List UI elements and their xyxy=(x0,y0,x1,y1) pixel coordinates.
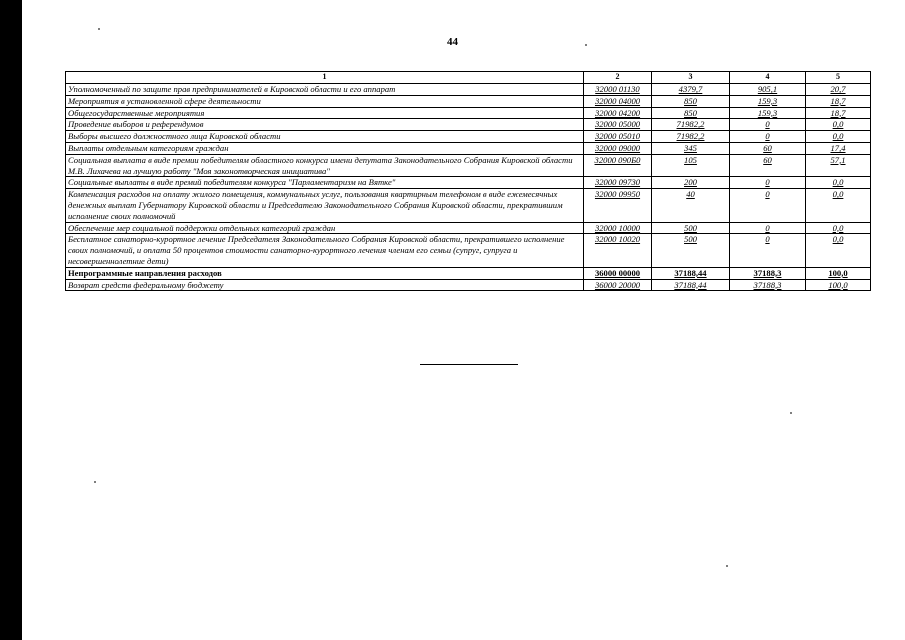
scan-speck xyxy=(585,44,587,46)
row-code-text: 32000 10020 xyxy=(594,234,641,245)
row-value-col3-text: 4379,7 xyxy=(678,84,703,94)
row-code-text: 32000 01130 xyxy=(595,84,640,94)
row-description-text: Уполномоченный по защите прав предпринимателей в Кировской области и его аппарат xyxy=(68,84,396,94)
row-value-col4-text: 159,3 xyxy=(757,107,778,118)
row-value-col4 xyxy=(730,84,806,96)
row-code-text: 32000 04200 xyxy=(594,107,641,118)
row-value-col5-text: 0,0 xyxy=(832,177,844,188)
row-value-col4 xyxy=(730,222,806,234)
row-value-col5 xyxy=(806,177,871,189)
table-row xyxy=(66,154,871,177)
row-value-col4 xyxy=(730,234,806,267)
column-header: 2 xyxy=(584,72,652,84)
row-value-col3 xyxy=(652,107,730,119)
row-code xyxy=(584,189,652,222)
row-description-text: Возврат средств федеральному бюджету xyxy=(68,279,224,290)
row-description-text: Проведение выборов и референдумов xyxy=(68,119,204,130)
row-description-text: Выплаты отдельным категориям граждан xyxy=(68,142,229,153)
row-value-col4-text: 60 xyxy=(763,142,772,153)
row-value-col4 xyxy=(730,95,806,107)
row-value-col5-text: 17,4 xyxy=(830,142,846,153)
row-value-col5 xyxy=(806,267,871,279)
row-value-col3 xyxy=(652,84,730,96)
row-value-col5 xyxy=(806,154,871,177)
row-value-col4-text: 37188,3 xyxy=(753,279,782,290)
row-code xyxy=(584,131,652,143)
row-value-col4 xyxy=(730,154,806,177)
row-description xyxy=(66,107,584,119)
row-description xyxy=(66,95,584,107)
row-description xyxy=(66,142,584,154)
row-value-col3-text: 345 xyxy=(684,142,697,153)
row-value-col3 xyxy=(652,131,730,143)
row-code-text: 32000 05000 xyxy=(594,119,641,130)
row-value-col5 xyxy=(806,189,871,222)
table-row xyxy=(66,234,871,267)
row-code xyxy=(584,267,652,279)
row-code-text: 32000 05010 xyxy=(594,131,641,142)
row-value-col3-text: 200 xyxy=(684,177,697,188)
row-value-col3 xyxy=(652,267,730,279)
row-code-text: 32000 04000 xyxy=(594,95,641,106)
row-value-col3 xyxy=(652,222,730,234)
row-value-col5 xyxy=(806,107,871,119)
row-value-col4 xyxy=(730,107,806,119)
row-code xyxy=(584,279,652,291)
column-header: 4 xyxy=(730,72,806,84)
row-value-col5-text: 57,1 xyxy=(830,154,846,165)
row-value-col3-text: 37188,44 xyxy=(674,279,707,290)
row-code-text: 32000 09730 xyxy=(594,177,641,188)
row-value-col4 xyxy=(730,189,806,222)
row-description xyxy=(66,222,584,234)
row-code xyxy=(584,107,652,119)
scan-speck xyxy=(94,481,96,483)
column-header: 5 xyxy=(806,72,871,84)
row-value-col4-text: 60 xyxy=(763,154,772,165)
row-description-text: Мероприятия в установленной сфере деятельности xyxy=(68,95,261,106)
row-code xyxy=(584,142,652,154)
table-row xyxy=(66,119,871,131)
row-value-col4 xyxy=(730,119,806,131)
row-value-col4-text: 0 xyxy=(765,189,770,200)
table-row xyxy=(66,279,871,291)
row-value-col5 xyxy=(806,84,871,96)
row-code xyxy=(584,95,652,107)
row-value-col5 xyxy=(806,222,871,234)
row-code xyxy=(584,154,652,177)
row-value-col4-text: 0 xyxy=(765,119,770,130)
row-value-col3-text: 850 xyxy=(684,107,697,118)
row-code-text: 32000 09000 xyxy=(594,142,641,153)
column-header: 3 xyxy=(652,72,730,84)
row-value-col3-text: 500 xyxy=(684,234,697,245)
row-value-col5-text: 18,7 xyxy=(830,107,846,118)
row-value-col3 xyxy=(652,189,730,222)
row-value-col5-text: 0,0 xyxy=(832,222,844,233)
row-value-col5 xyxy=(806,119,871,131)
row-value-col3-text: 71982,2 xyxy=(676,131,705,142)
scan-speck xyxy=(790,412,792,414)
row-description xyxy=(66,84,584,96)
row-value-col5-text: 18,7 xyxy=(830,95,846,106)
table-row xyxy=(66,222,871,234)
row-value-col3-text: 105 xyxy=(684,154,697,165)
row-value-col3 xyxy=(652,234,730,267)
budget-table xyxy=(65,71,871,291)
row-value-col4-text: 905,1 xyxy=(757,84,778,94)
table-row xyxy=(66,267,871,279)
row-value-col4-text: 37188,3 xyxy=(753,267,782,278)
row-value-col3 xyxy=(652,279,730,291)
row-description-text: Бесплатное санаторно-курортное лечение Председателя Законодательного Собрания Кировской области, прекратившего исполнение своих полномочий, и оплата 50 процентов стоимости санаторно-курортного лечения членам его семьи (супруг, супруга и несовершеннолетние дети) xyxy=(68,234,565,266)
row-description-text: Социальная выплата в виде премии победителям областного конкурса имени депутата Законодательного Собрания Кировской области М.В. Лихачева на лучшую работу "Моя законотворческая инициатива" xyxy=(68,154,573,176)
row-value-col4-text: 0 xyxy=(765,131,770,142)
row-code xyxy=(584,177,652,189)
row-value-col5 xyxy=(806,142,871,154)
row-value-col5-text: 0,0 xyxy=(832,189,844,200)
row-description-text: Общегосударственные мероприятия xyxy=(68,107,205,118)
row-code xyxy=(584,119,652,131)
row-description-text: Обеспечение мер социальной поддержки отдельных категорий граждан xyxy=(68,222,336,233)
row-value-col3-text: 40 xyxy=(686,189,695,200)
row-value-col3 xyxy=(652,95,730,107)
scan-speck xyxy=(726,565,728,567)
row-value-col5-text: 100,0 xyxy=(828,279,848,290)
separator-line xyxy=(420,364,518,365)
row-value-col4 xyxy=(730,267,806,279)
row-value-col5-text: 0,0 xyxy=(832,119,844,130)
row-value-col4 xyxy=(730,177,806,189)
row-description xyxy=(66,267,584,279)
row-code xyxy=(584,222,652,234)
row-description xyxy=(66,154,584,177)
row-value-col4-text: 0 xyxy=(765,177,770,188)
column-header: 1 xyxy=(66,72,584,84)
row-value-col5 xyxy=(806,234,871,267)
table-row xyxy=(66,177,871,189)
row-value-col5 xyxy=(806,95,871,107)
row-value-col4-text: 159,3 xyxy=(757,95,778,106)
row-value-col5-text: 20,7 xyxy=(830,84,846,94)
table-row xyxy=(66,84,871,96)
row-value-col4 xyxy=(730,142,806,154)
row-description xyxy=(66,131,584,143)
row-description-text: Выборы высшего должностного лица Кировской области xyxy=(68,131,281,142)
row-value-col3 xyxy=(652,119,730,131)
row-value-col4-text: 0 xyxy=(765,234,770,245)
row-value-col3-text: 37188,44 xyxy=(674,267,707,278)
table-row xyxy=(66,142,871,154)
row-value-col5-text: 100,0 xyxy=(828,267,848,278)
row-value-col3 xyxy=(652,142,730,154)
table-row xyxy=(66,131,871,143)
row-description xyxy=(66,119,584,131)
row-description xyxy=(66,177,584,189)
row-code-text: 32000 10000 xyxy=(594,222,641,233)
row-value-col5 xyxy=(806,131,871,143)
table-row xyxy=(66,107,871,119)
scan-left-edge xyxy=(0,0,22,640)
row-code-text: 36000 20000 xyxy=(594,279,641,290)
row-value-col4 xyxy=(730,131,806,143)
row-description-text: Компенсация расходов на оплату жилого помещения, коммунальных услуг, пользования квартирным телефоном в виде ежемесячных денежных выплат Губернатору Кировской области и Председателю Законодательного Собрания Кировской области, прекратившим исполнение своих полномочий xyxy=(68,189,563,221)
row-code-text: 32000 090Б0 xyxy=(594,154,641,165)
row-value-col3-text: 850 xyxy=(684,95,697,106)
page-number: 44 xyxy=(447,36,458,48)
row-code xyxy=(584,84,652,96)
row-value-col3 xyxy=(652,154,730,177)
row-value-col4-text: 0 xyxy=(765,222,770,233)
table-row xyxy=(66,95,871,107)
row-value-col4 xyxy=(730,279,806,291)
table-header-row xyxy=(66,72,871,84)
row-description xyxy=(66,189,584,222)
row-value-col5-text: 0,0 xyxy=(832,131,844,142)
row-code xyxy=(584,234,652,267)
row-value-col3-text: 500 xyxy=(684,222,697,233)
row-code-text: 32000 09950 xyxy=(594,189,641,200)
table-row xyxy=(66,189,871,222)
row-description xyxy=(66,234,584,267)
row-description-text: Непрограммные направления расходов xyxy=(68,267,222,278)
row-value-col3 xyxy=(652,177,730,189)
row-code-text: 36000 00000 xyxy=(594,267,641,278)
scan-speck xyxy=(98,28,100,30)
row-value-col5 xyxy=(806,279,871,291)
row-value-col3-text: 71982,2 xyxy=(676,119,705,130)
row-description-text: Социальные выплаты в виде премий победителям конкурса "Парламентаризм на Вятке" xyxy=(68,177,396,188)
row-value-col5-text: 0,0 xyxy=(832,234,844,245)
row-description xyxy=(66,279,584,291)
